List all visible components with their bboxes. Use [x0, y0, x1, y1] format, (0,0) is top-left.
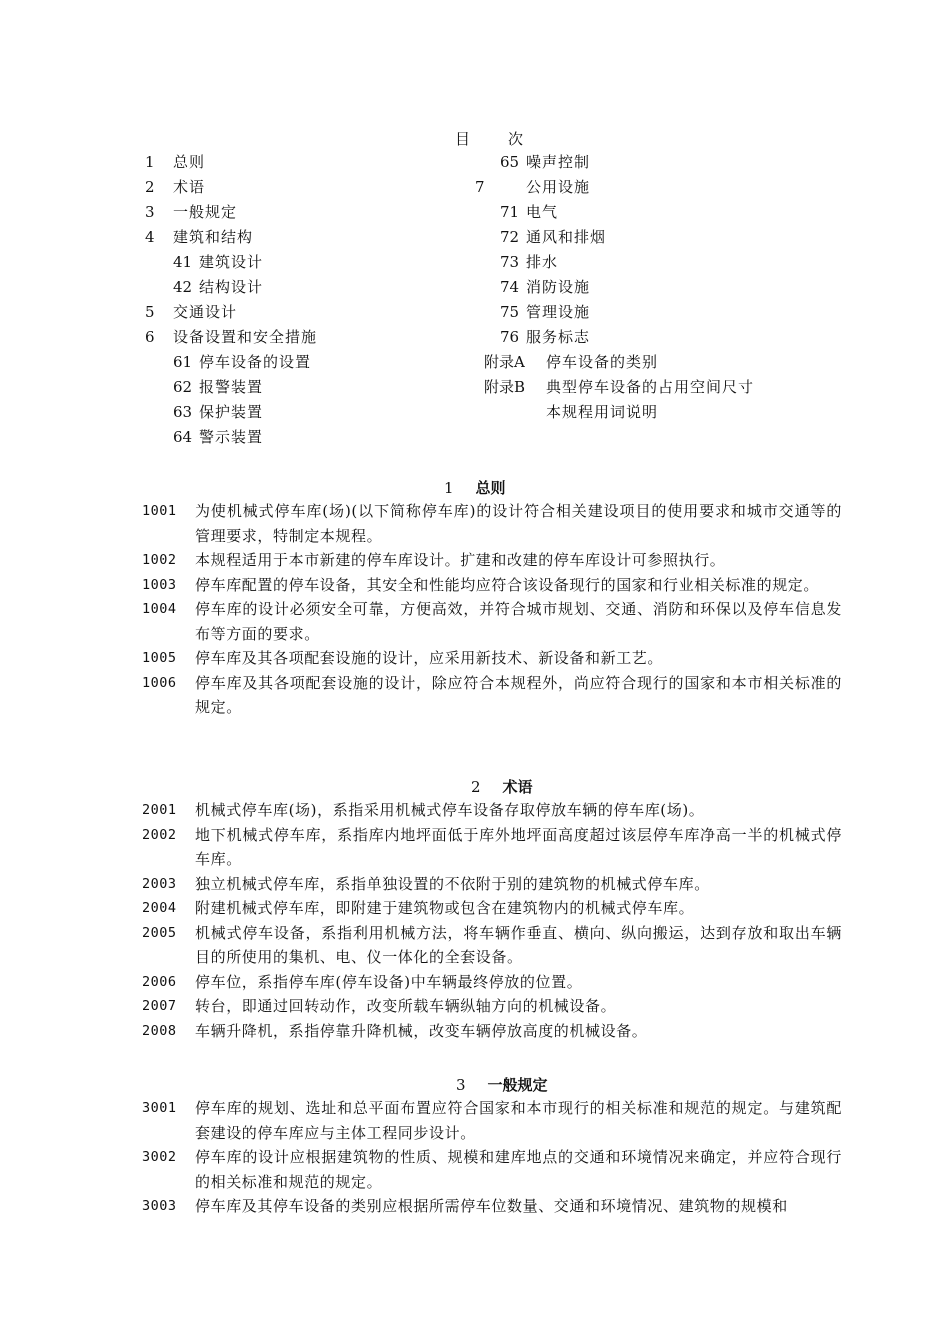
toc-entry-label: 公用设施: [526, 178, 591, 196]
toc-entry-label: 术语: [173, 178, 206, 196]
toc-entry-number: 2: [145, 178, 155, 196]
clause-text: 机械式停车设备，系指利用机械方法，将车辆作垂直、横向、纵向搬运，达到存放和取出车辆目的所使用的集机、电、仪一体化的全套设备。: [195, 923, 842, 966]
clause-number: 2002: [142, 826, 177, 843]
toc-entry: [472, 252, 754, 277]
toc-entry-label: 交通设计: [173, 303, 238, 321]
toc-entry: [145, 227, 317, 252]
clause-item: [142, 573, 842, 598]
toc-entry-number: 5: [145, 303, 155, 321]
toc-entry: [145, 202, 317, 227]
clause-text: 独立机械式停车库，系指单独设置的不依附于别的建筑物的机械式停车库。: [195, 874, 710, 893]
toc-entry-label: 排水: [526, 253, 559, 271]
clause-number: 2007: [142, 998, 177, 1014]
clause-number: 1002: [142, 552, 177, 568]
toc-entry: [472, 302, 754, 327]
toc-entry-number: 76: [500, 328, 520, 346]
clause-item: [142, 671, 842, 720]
clause-number: 1003: [142, 576, 177, 593]
section-2-title: 2 术语: [471, 778, 533, 796]
clause-text: 停车库配置的停车设备，其安全和性能均应符合该设备现行的国家和行业相关标准的规定。: [195, 575, 820, 594]
clause-number: 2006: [142, 973, 177, 990]
toc-entry: [472, 177, 754, 202]
clause-item: [142, 896, 842, 921]
toc-entry: [145, 152, 317, 177]
clause-text: 本规程适用于本市新建的停车库设计。扩建和改建的停车库设计可参照执行。: [195, 551, 726, 569]
clause-item: [142, 1096, 842, 1145]
section-3-title: 3 一般规定: [456, 1076, 548, 1094]
clause-number: 1005: [142, 650, 177, 666]
clause-text: 停车库及其停车设备的类别应根据所需停车位数量、交通和环境情况、建筑物的规模和: [195, 1197, 788, 1215]
toc-entry-label: 典型停车设备的占用空间尺寸: [546, 378, 755, 396]
toc-entry: [472, 202, 754, 227]
toc-entry: [145, 277, 317, 302]
toc-entry-number: 4: [145, 228, 155, 246]
clause-text: 转台，即通过回转动作，改变所载车辆纵轴方向的机械设备。: [195, 997, 617, 1015]
toc-title-left: 目: [455, 130, 471, 148]
clause-item: [142, 872, 842, 897]
clause-number: 2003: [142, 875, 177, 892]
clause-number: 3003: [142, 1198, 177, 1214]
toc-entry-label: 管理设施: [526, 303, 591, 321]
toc-entry-number: 41: [173, 253, 193, 271]
toc-entry: [472, 277, 754, 302]
clause-number: 3001: [142, 1100, 177, 1116]
toc-entry-number: 64: [173, 428, 193, 446]
clause-number: 1004: [142, 601, 177, 617]
toc-entry-label: 总则: [173, 153, 206, 171]
toc-entry-label: 建筑设计: [199, 253, 264, 271]
toc-entry-number: 65: [500, 153, 520, 171]
toc-entry: [472, 227, 754, 252]
toc-right-column: [472, 152, 754, 427]
clause-text: 地下机械式停车库，系指库内地坪面低于库外地坪面高度超过该层停车库净高一半的机械式停车库。: [195, 825, 842, 868]
toc-entry-label: 停车设备的设置: [199, 353, 312, 371]
toc-entry-number: 62: [173, 378, 193, 396]
clause-text: 停车库及其各项配套设施的设计，应采用新技术、新设备和新工艺。: [195, 649, 664, 667]
clause-item: [142, 921, 842, 970]
toc-title-right: 次: [508, 130, 524, 148]
clause-text: 机械式停车库(场)，系指采用机械式停车设备存取停放车辆的停车库(场)。: [195, 801, 705, 819]
clause-number: 2005: [142, 924, 177, 941]
toc-entry-label: 一般规定: [173, 203, 238, 221]
toc-entry-label: 本规程用词说明: [546, 403, 659, 421]
toc-entry: [472, 327, 754, 352]
toc-entry-number: 1: [145, 153, 155, 171]
toc-entry-label: 消防设施: [526, 278, 591, 296]
toc-entry-label: 保护装置: [199, 403, 264, 421]
toc-entry-number: 61: [173, 353, 193, 371]
toc-entry: [472, 402, 754, 427]
clause-item: [142, 1019, 842, 1044]
toc-entry-label: 设备设置和安全措施: [173, 328, 318, 346]
clause-text: 停车库的设计必须安全可靠，方便高效，并符合城市规划、交通、消防和环保以及停车信息发布等方面的要求。: [195, 600, 842, 643]
toc-left-column: [145, 152, 317, 452]
clause-number: 2008: [142, 1022, 177, 1039]
toc-entry: [145, 252, 317, 277]
clause-text: 停车库的设计应根据建筑物的性质、规模和建库地点的交通和环境情况来确定，并应符合现行的相关标准和规范的规定。: [195, 1148, 842, 1191]
toc-entry: [145, 177, 317, 202]
toc-title: [455, 128, 523, 149]
toc-entry-number: 63: [173, 403, 193, 421]
toc-entry-number: 72: [500, 228, 520, 246]
toc-entry-number: 3: [145, 203, 155, 221]
clause-item: [142, 798, 842, 823]
toc-entry-number: 42: [173, 278, 193, 296]
clause-text: 车辆升降机，系指停靠升降机械，改变车辆停放高度的机械设备。: [195, 1021, 648, 1040]
toc-entry: [145, 327, 317, 352]
clause-number: 2001: [142, 802, 177, 818]
toc-entry: [472, 152, 754, 177]
clause-text: 停车库及其各项配套设施的设计，除应符合本规程外，尚应符合现行的国家和本市相关标准的规定。: [195, 673, 842, 716]
toc-entry-label: 建筑和结构: [173, 228, 254, 246]
toc-entry-number: 73: [500, 253, 520, 271]
toc-entry-label: 报警装置: [199, 378, 264, 396]
toc-entry-label: 通风和排烟: [526, 228, 607, 246]
clause-item: [142, 823, 842, 872]
clause-item: [142, 1194, 842, 1219]
clause-item: [142, 970, 842, 995]
clause-number: 1006: [142, 674, 177, 691]
clause-text: 附建机械式停车库，即附建于建筑物或包含在建筑物内的机械式停车库。: [195, 899, 695, 917]
toc-entry-label: 停车设备的类别: [546, 353, 659, 371]
clause-item: [142, 597, 842, 646]
clause-text: 停车库的规划、选址和总平面布置应符合国家和本市现行的相关标准和规范的规定。与建筑配套建设的停车库应与主体工程同步设计。: [195, 1099, 842, 1142]
clause-number: 1001: [142, 503, 177, 519]
toc-entry: [145, 302, 317, 327]
clause-item: [142, 994, 842, 1019]
clause-item: [142, 499, 842, 548]
toc-entry: [145, 377, 317, 402]
toc-entry: [145, 352, 317, 377]
clause-item: [142, 646, 842, 671]
toc-entry: [145, 427, 317, 452]
toc-entry-label: 警示装置: [199, 428, 264, 446]
clause-text: 停车位，系指停车库(停车设备)中车辆最终停放的位置。: [195, 972, 583, 991]
toc-entry-number: 6: [145, 328, 155, 346]
clause-item: [142, 548, 842, 573]
toc-entry-number: 74: [500, 278, 520, 296]
toc-entry-label: 服务标志: [526, 328, 591, 346]
section-2-clauses: [142, 798, 842, 1043]
toc-entry-number: 附录B: [484, 378, 526, 396]
toc-entry: [472, 352, 754, 377]
toc-entry-label: 电气: [526, 203, 559, 221]
toc-entry-label: 噪声控制: [526, 153, 591, 171]
toc-entry-number: 75: [500, 303, 520, 321]
clause-item: [142, 1145, 842, 1194]
clause-text: 为使机械式停车库(场)(以下简称停车库)的设计符合相关建设项目的使用要求和城市交通等的管理要求，特制定本规程。: [195, 502, 842, 545]
clause-number: 2004: [142, 900, 177, 916]
section-1-title: 1 总则: [444, 479, 506, 497]
toc-entry-number: 7: [475, 178, 485, 196]
clause-number: 3002: [142, 1149, 177, 1165]
section-1-clauses: [142, 499, 842, 720]
toc-entry-number: 71: [500, 203, 520, 221]
toc-entry-number: 附录A: [484, 353, 525, 371]
toc-entry: [145, 402, 317, 427]
toc-entry-label: 结构设计: [199, 278, 264, 296]
section-3-clauses: [142, 1096, 842, 1219]
toc-entry: [472, 377, 754, 402]
